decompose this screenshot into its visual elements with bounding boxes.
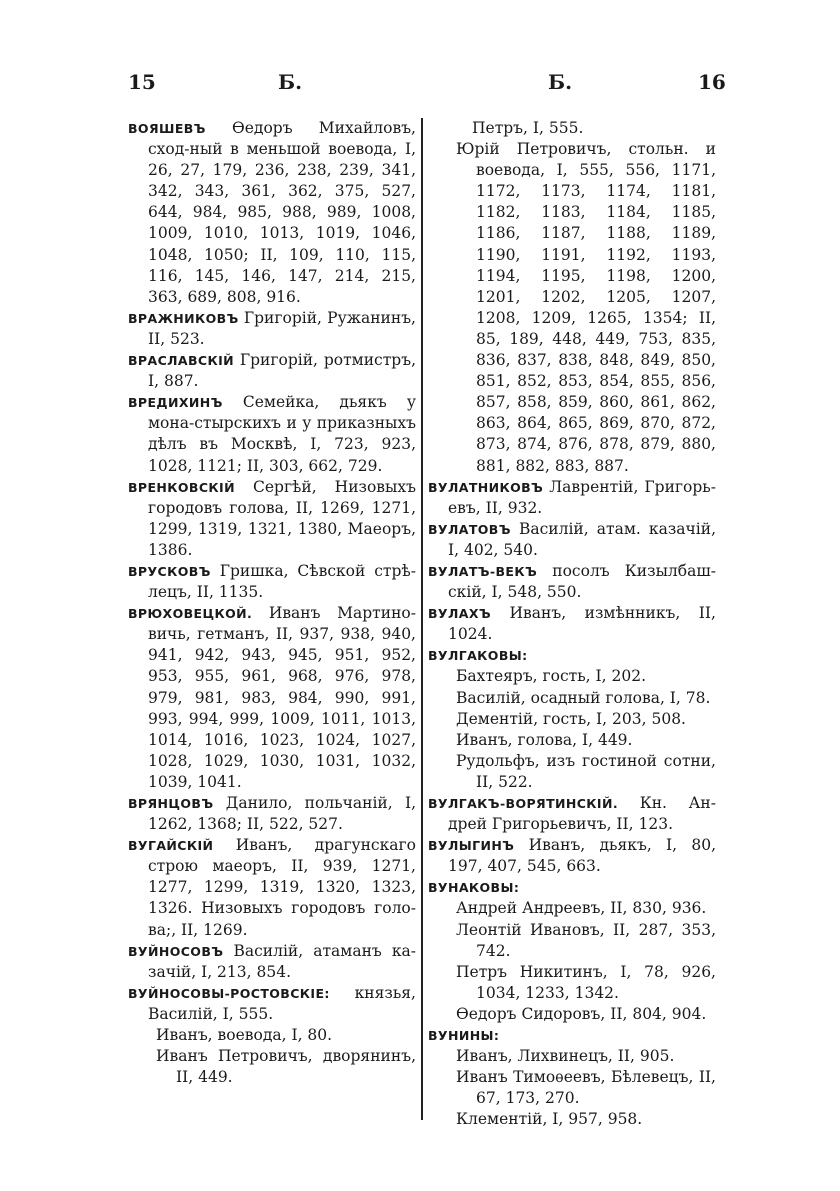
entry-headword: ВУЙНОСОВЪ [128, 943, 224, 959]
index-entry [428, 793, 716, 835]
entry-text: Василій, атаманъ ка-зачій, I, 213, 854. [148, 941, 416, 981]
entry-text: Григорій, ротмистръ, I, 887. [148, 351, 416, 391]
index-entry [428, 477, 716, 519]
entry-headword: ВУЛАТЪ-ВЕКЪ [428, 563, 538, 579]
index-subentry: Юрій Петровичъ, стольн. и воевода, I, 555, 556, 1171, 1172, 1173, 1174, 1181, 1182, 1183, 1184, 1185, 1186, 1187, 1188, 1189, 1190, 1191, 1192, 1193, 1194, 1195, 1198, 1200, 1201, 1202, 1205, 1207, 1208, 1209, 1265, 1354; II, 85, 189, 448, 449, 753, 835, 836, 837, 838, 848, 849, 850, 851, 852, 853, 854, 855, 856, 857, 858, 859, 860, 861, 862, 863, 864, 865, 869, 870, 872, 873, 874, 876, 878, 879, 880, 881, 882, 883, 887. [456, 140, 716, 475]
entry-headword: ВРЯНЦОВЪ [128, 796, 214, 811]
entry-text: Өедоръ Михайловъ, сход-ный в меньшой воевода, I, 26, 27, 179, 236, 238, 239, 341, 342, 343, 361, 362, 375, 527, 644, 984, 985, 988, 989, 1008, 1009, 1010, 1013, 1019, 1046, 1048, 1050; II, 109, 110, 115, 116, 145, 146, 147, 214, 215, 363, 689, 808, 916. [148, 119, 416, 306]
right-section-letter: Б. [548, 70, 573, 94]
index-entry [128, 983, 416, 1025]
entry-headword: ВУНИНЫ: [428, 1028, 500, 1044]
entry-text: Василій, атам. казачій, I, 402, 540. [448, 519, 716, 559]
index-entry [128, 477, 416, 561]
entry-headword: ВРЕНКОВСКІЙ [128, 479, 235, 495]
entry-text: посолъ Кизылбаш-скій, I, 548, 550. [448, 561, 716, 602]
index-subentry: Андрей Андреевъ, II, 830, 936. [456, 899, 707, 918]
index-entry [128, 835, 416, 940]
index-entry [128, 941, 416, 983]
left-section-letter: Б. [278, 70, 303, 94]
index-subentry: Дементій, гость, I, 203, 508. [456, 709, 686, 728]
entry-text: Данило, польчаній, I, 1262, 1368; II, 522, 527. [148, 794, 416, 834]
entry-text: князья, Василій, I, 555. [148, 983, 416, 1023]
entry-text: Лаврентій, Григорь-евъ, II, 932. [448, 477, 716, 517]
index-subentry: Иванъ Тимоѳеевъ, Бѣлевецъ, II, 67, 173, 270. [456, 1068, 716, 1108]
entry-text: Гришка, Сѣвской стрѣ-лецъ, II, 1135. [148, 561, 416, 602]
entry-headword: ВРАЖНИКОВЪ [128, 310, 239, 326]
index-entry [128, 308, 416, 350]
index-entry [128, 392, 416, 476]
index-subentry: Рудольфъ, изъ гостиной сотни, II, 522. [456, 751, 716, 791]
index-continuation: Петръ, I, 555. [472, 119, 584, 137]
left-column [128, 118, 416, 1088]
index-subentry: Иванъ Петровичъ, дворянинъ, II, 449. [156, 1047, 416, 1087]
index-subentry: Өедоръ Сидоровъ, II, 804, 904. [456, 1004, 707, 1023]
entry-headword: ВУЛЫГИНЪ [428, 838, 515, 854]
entry-headword: ВУЙНОСОВЫ-РОСТОВСКІЕ: [128, 985, 330, 1001]
entry-headword: ВРЕДИХИНЪ [128, 395, 223, 411]
index-subentry: Василій, осадный голова, I, 78. [456, 688, 711, 707]
entry-headword: ВУГАЙСКІЙ [128, 838, 214, 854]
index-subentry: Бахтеяръ, гость, I, 202. [456, 667, 647, 686]
index-entry [428, 603, 716, 645]
entry-headword: ВРЮХОВЕЦКОЙ. [128, 606, 253, 622]
right-column [428, 118, 716, 1131]
index-subentry: Иванъ, Лихвинецъ, II, 905. [456, 1047, 675, 1066]
left-page-number: 15 [128, 70, 156, 94]
index-entry [128, 793, 416, 835]
index-entry [428, 645, 716, 666]
index-subentry: Петръ Никитинъ, I, 78, 926, 1034, 1233, 1342. [456, 962, 716, 1002]
index-entry [128, 118, 416, 308]
entry-headword: ВРУСКОВЪ [128, 563, 211, 579]
entry-text: Иванъ, драгунскаго строю маеоръ, II, 939, 1271, 1277, 1299, 1319, 1320, 1323, 1326. Низовыхъ городовъ голо-ва;, II, 1269. [148, 836, 416, 939]
entry-headword: ВРАСЛАВСКІЙ [128, 353, 235, 369]
entry-headword: ВУЛАТНИКОВЪ [428, 479, 544, 495]
entry-text: Иванъ, дьякъ, I, 80, 197, 407, 545, 663. [448, 836, 716, 876]
entry-headword: ВУЛГАКОВЫ: [428, 648, 528, 664]
index-entry [428, 1025, 716, 1046]
entry-text: Семейка, дьякъ у мона-стырскихъ и у приказныхъ дѣлъ въ Москвѣ, I, 723, 923, 1028, 1121; II, 303, 662, 729. [148, 393, 416, 475]
index-entry [428, 877, 716, 898]
right-page-number: 16 [698, 70, 726, 94]
entry-text: Иванъ, измѣнникъ, II, 1024. [448, 604, 716, 644]
index-entry [128, 350, 416, 392]
page-header [0, 70, 840, 100]
index-subentry: Иванъ, воевода, I, 80. [156, 1026, 333, 1045]
index-subentry: Леонтій Ивановъ, II, 287, 353, 742. [456, 920, 716, 960]
index-entry [428, 835, 716, 877]
entry-headword: ВУНАКОВЫ: [428, 880, 520, 896]
entry-text: Иванъ Мартино-вичь, гетманъ, II, 937, 938, 940, 941, 942, 943, 945, 951, 952, 953, 955, 961, 968, 976, 978, 979, 981, 983, 984, 990, 991, 993, 994, 999, 1009, 1011, 1013, 1014, 1016, 1023, 1024, 1027, 1028, 1029, 1030, 1031, 1032, 1039, 1041. [148, 604, 416, 791]
index-entry [128, 561, 416, 603]
index-entry [128, 603, 416, 793]
index-subentry: Иванъ, голова, I, 449. [456, 730, 633, 749]
entry-headword: ВОЯШЕВЪ [128, 121, 206, 136]
column-divider [421, 118, 423, 1120]
entry-text: Сергѣй, Низовыхъ городовъ голова, II, 1269, 1271, 1299, 1319, 1321, 1380, Маеоръ, 1386. [148, 477, 416, 559]
index-subentry: Клементій, I, 957, 958. [456, 1110, 643, 1129]
entry-headword: ВУЛГАКЪ-ВОРЯТИНСКІЙ. [428, 796, 618, 811]
entry-text: Кн. Ан-дрей Григорьевичъ, II, 123. [448, 794, 716, 834]
entry-text: Григорій, Ружанинъ, II, 523. [148, 308, 416, 348]
index-entry [428, 561, 716, 603]
entry-headword: ВУЛАХЪ [428, 606, 492, 622]
entry-headword: ВУЛАТОВЪ [428, 521, 511, 537]
index-entry [428, 519, 716, 561]
